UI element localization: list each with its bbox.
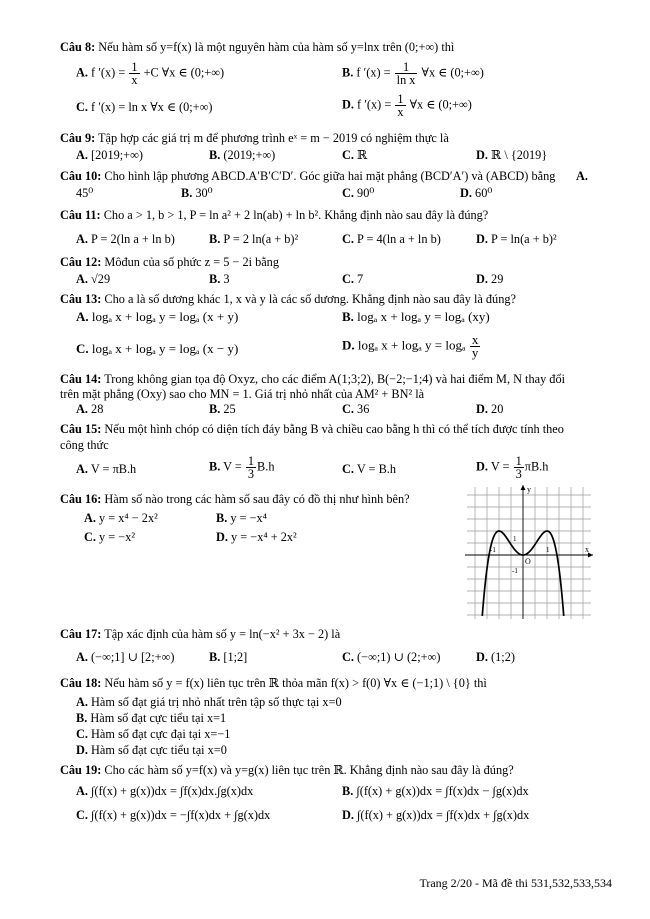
- graph-tick-1: 1: [513, 535, 517, 543]
- q17-c-label: C.: [342, 650, 354, 664]
- q12-b-text: 3: [223, 272, 230, 286]
- q11-c-label: C.: [342, 232, 354, 246]
- q14-c-text: 36: [357, 402, 370, 416]
- q9-b-text: (2019;+∞): [223, 148, 276, 162]
- q10-option-d[interactable]: [460, 186, 492, 200]
- graph-tick-x-1: 1: [546, 546, 550, 554]
- question-16-text: Hàm số nào trong các hàm số sau đây có đồ thị như hình bên?: [104, 492, 410, 506]
- q8-option-a-lhs: f ′(x) =: [91, 65, 126, 80]
- q13-b-text: logₐ x + logₐ y = logₐ (xy): [357, 309, 490, 324]
- q13-d-label: D.: [342, 337, 355, 353]
- q11-option-a[interactable]: [76, 232, 175, 246]
- q19-d-text: ∫(f(x) + g(x))dx = ∫f(x)dx + ∫g(x)dx: [357, 808, 530, 822]
- question-12-text: Môđun của số phức z = 5 − 2i bằng: [104, 255, 279, 269]
- graph-x-label: x: [585, 545, 589, 554]
- q18-d-label: D.: [76, 743, 88, 757]
- q19-b-text: ∫(f(x) + g(x))dx = ∫f(x)dx − ∫g(x)dx: [356, 784, 529, 798]
- question-10: [60, 169, 555, 183]
- q11-option-b[interactable]: [209, 232, 298, 246]
- q14-option-a[interactable]: [76, 402, 103, 416]
- q14-a-text: 28: [91, 402, 104, 416]
- q14-a-label: A.: [76, 402, 88, 416]
- q12-option-a[interactable]: [76, 272, 110, 286]
- q8-option-c[interactable]: [76, 100, 212, 114]
- q8-option-b-rhs: ∀x ∈ (0;+∞): [421, 65, 484, 80]
- q9-option-a[interactable]: [76, 148, 143, 162]
- q16-option-b[interactable]: [216, 511, 267, 525]
- question-9-number: Câu 9:: [60, 131, 96, 145]
- q8-d-den: x: [397, 105, 404, 119]
- q14-b-label: B.: [209, 402, 221, 416]
- q8-option-d-rhs: ∀x ∈ (0;+∞): [409, 97, 472, 112]
- q9-option-b[interactable]: [209, 148, 275, 162]
- question-15-text-line2: công thức: [60, 438, 109, 452]
- q8-option-d-fraction: [395, 93, 405, 118]
- q14-option-b[interactable]: [209, 402, 236, 416]
- q15-b-rhs: B.h: [257, 459, 275, 474]
- q13-d-fraction: [470, 334, 481, 359]
- question-18-text: Nếu hàm số y = f(x) liên tục trên ℝ thỏa mãn f(x) > f(0) ∀x ∈ (−1;1) \ {0} thì: [104, 676, 487, 690]
- q13-d-den: y: [471, 345, 479, 360]
- q19-option-b[interactable]: [342, 784, 529, 798]
- question-16-number: Câu 16:: [60, 492, 102, 506]
- q8-option-a-rhs: +C ∀x ∈ (0;+∞): [143, 65, 225, 80]
- q8-option-b-label: B.: [342, 65, 354, 80]
- q9-a-label: A.: [76, 148, 88, 162]
- q13-a-text: logₐ x + logₐ y = logₐ (x + y): [91, 309, 239, 324]
- q9-d-text: ℝ \ {2019}: [491, 148, 548, 162]
- q11-option-d[interactable]: [476, 232, 557, 246]
- q14-b-text: 25: [223, 402, 236, 416]
- question-8: [60, 40, 454, 54]
- q13-option-a[interactable]: [76, 310, 238, 324]
- q8-option-b[interactable]: [342, 61, 484, 86]
- q8-option-a[interactable]: [76, 61, 224, 86]
- q10-option-b[interactable]: [181, 186, 213, 200]
- q12-option-b[interactable]: [209, 272, 230, 286]
- q10-d-label: D.: [460, 186, 472, 200]
- q16-option-c[interactable]: [84, 530, 135, 544]
- question-19-text: Cho các hàm số y=f(x) và y=g(x) liên tục trên ℝ. Khẳng định nào sau đây là đúng?: [104, 763, 514, 777]
- question-17-text: Tập xác định của hàm số y = ln(−x² + 3x − 2) là: [104, 627, 341, 641]
- q12-option-d[interactable]: [476, 272, 503, 286]
- q19-a-label: A.: [76, 784, 88, 798]
- q18-option-b[interactable]: [76, 711, 226, 725]
- q12-d-label: D.: [476, 272, 488, 286]
- q18-b-text: Hàm số đạt cực tiểu tại x=1: [90, 711, 227, 725]
- q14-d-text: 20: [491, 402, 504, 416]
- q13-b-label: B.: [342, 309, 354, 324]
- q12-c-text: 7: [357, 272, 364, 286]
- question-17: [60, 627, 340, 641]
- q18-option-c[interactable]: [76, 727, 230, 741]
- q10-option-a-label-wrap[interactable]: [576, 169, 588, 183]
- q17-option-c[interactable]: [342, 650, 440, 664]
- question-12: [60, 255, 279, 269]
- page-footer: Trang 2/20 - Mã đề thi 531,532,533,534: [419, 876, 612, 890]
- q11-a-label: A.: [76, 232, 88, 246]
- q9-b-label: B.: [209, 148, 221, 162]
- question-15: [60, 422, 564, 436]
- q18-d-text: Hàm số đạt cực tiểu tại x=0: [91, 743, 227, 757]
- question-14-text-line1: Trong không gian tọa độ Oxyz, cho các điểm A(1;3;2), B(−2;−1;4) và hai điểm M, N thay đổi: [104, 372, 566, 386]
- q15-a-label: A.: [76, 462, 88, 476]
- question-14-line2: [60, 387, 424, 401]
- q12-option-c[interactable]: [342, 272, 363, 286]
- q17-c-text: (−∞;1) ∪ (2;+∞): [357, 650, 441, 664]
- q15-b-label: B.: [209, 459, 221, 474]
- q16-d-label: D.: [216, 530, 228, 544]
- q17-b-label: B.: [209, 650, 221, 664]
- q19-c-label: C.: [76, 808, 88, 822]
- question-11: [60, 208, 488, 222]
- q19-b-label: B.: [342, 784, 354, 798]
- q8-b-den: ln x: [396, 73, 416, 87]
- q17-option-b[interactable]: [209, 650, 247, 664]
- q15-option-d[interactable]: [476, 455, 548, 480]
- q9-option-d[interactable]: [476, 148, 547, 162]
- q14-c-label: C.: [342, 402, 354, 416]
- q18-option-d[interactable]: [76, 743, 227, 757]
- question-17-number: Câu 17:: [60, 627, 102, 641]
- q15-b-num: 1: [247, 454, 255, 468]
- q12-a-label: A.: [76, 272, 88, 286]
- q10-d-text: 60⁰: [475, 186, 493, 200]
- q8-option-a-fraction: [129, 61, 139, 86]
- q12-a-text: √29: [91, 272, 111, 286]
- q15-d-den: 3: [515, 467, 522, 481]
- question-9-text: Tập hợp các giá trị m để phương trình eˣ = m − 2019 có nghiệm thực là: [98, 131, 449, 145]
- q12-d-text: 29: [491, 272, 504, 286]
- q17-b-text: [1;2]: [223, 650, 248, 664]
- question-11-text: Cho a > 1, b > 1, P = ln a² + 2 ln(ab) + ln b². Khẳng định nào sau đây là đúng?: [103, 208, 489, 222]
- q10-c-text: 90⁰: [357, 186, 375, 200]
- q11-option-c[interactable]: [342, 232, 441, 246]
- q11-d-label: D.: [476, 232, 488, 246]
- graph-origin-label: O: [525, 557, 531, 566]
- q19-a-text: ∫(f(x) + g(x))dx = ∫f(x)dx.∫g(x)dx: [91, 784, 254, 798]
- q13-option-d[interactable]: [342, 334, 481, 359]
- q15-d-lhs: V =: [490, 459, 510, 474]
- q15-d-num: 1: [515, 454, 522, 468]
- q12-b-label: B.: [209, 272, 221, 286]
- q15-d-label: D.: [476, 459, 488, 474]
- q15-d-fraction: [514, 455, 524, 480]
- graph-tick-neg-1: -1: [512, 567, 518, 575]
- q10-option-a[interactable]: [76, 186, 93, 200]
- q11-b-text: P = 2 ln(a + b)²: [223, 232, 299, 246]
- q13-d-num: x: [471, 332, 479, 347]
- q16-option-d[interactable]: [216, 530, 297, 544]
- q14-option-c[interactable]: [342, 402, 369, 416]
- q9-c-label: C.: [342, 148, 354, 162]
- question-11-number: Câu 11:: [60, 208, 101, 222]
- q16-function-graph: [463, 483, 595, 620]
- q11-c-text: P = 4(ln a + ln b): [357, 232, 441, 246]
- question-13-number: Câu 13:: [60, 292, 102, 306]
- q16-a-text: y = x⁴ − 2x²: [99, 511, 158, 525]
- q19-option-a[interactable]: [76, 784, 253, 798]
- q16-c-label: C.: [84, 530, 96, 544]
- q15-c-text: V = B.h: [356, 462, 396, 476]
- q13-option-c[interactable]: [76, 342, 238, 356]
- question-8-text: Nếu hàm số y=f(x) là một nguyên hàm của hàm số y=lnx trên (0;+∞) thì: [98, 40, 455, 54]
- q18-c-text: Hàm số đạt cực đại tại x=−1: [91, 727, 231, 741]
- q8-option-b-lhs: f ′(x) =: [356, 65, 391, 80]
- q15-option-b[interactable]: [209, 455, 274, 480]
- q18-b-label: B.: [76, 711, 88, 725]
- q8-option-d-lhs: f ′(x) =: [357, 97, 392, 112]
- q10-b-label: B.: [181, 186, 193, 200]
- q17-a-label: A.: [76, 650, 88, 664]
- q13-c-text: logₐ x + logₐ y = logₐ (x − y): [91, 341, 239, 356]
- q8-a-num: 1: [131, 60, 138, 74]
- q19-option-c[interactable]: [76, 808, 270, 822]
- q9-c-text: ℝ: [357, 148, 368, 162]
- y-axis-arrow-icon: [521, 485, 526, 490]
- question-19: [60, 763, 514, 777]
- q16-b-text: y = −x⁴: [230, 511, 267, 525]
- question-18-number: Câu 18:: [60, 676, 102, 690]
- q8-option-b-fraction: [395, 61, 418, 86]
- question-15-text-line1: Nếu một hình chóp có diện tích đáy bằng B và chiều cao bằng h thì có thể tích được tính theo: [104, 422, 564, 436]
- q11-d-text: P = ln(a + b)²: [491, 232, 557, 246]
- q18-c-label: C.: [76, 727, 88, 741]
- q18-a-label: A.: [76, 695, 88, 709]
- q15-b-lhs: V =: [223, 459, 242, 474]
- q12-c-label: C.: [342, 272, 354, 286]
- graph-tick-x-neg-1: -1: [490, 546, 496, 554]
- question-15-line2: [60, 438, 109, 452]
- question-14-number: Câu 14:: [60, 372, 102, 386]
- q17-d-text: (1;2): [491, 650, 515, 664]
- q10-a-text: 45⁰: [76, 186, 94, 200]
- q16-c-text: y = −x²: [99, 530, 136, 544]
- question-10-number: Câu 10:: [60, 169, 102, 183]
- q11-a-text: P = 2(ln a + ln b): [91, 232, 175, 246]
- q16-a-label: A.: [84, 511, 96, 525]
- q14-option-d[interactable]: [476, 402, 503, 416]
- q10-b-text: 30⁰: [195, 186, 213, 200]
- q16-b-label: B.: [216, 511, 228, 525]
- question-13-text: Cho a là số dương khác 1, x và y là các số dương. Khẳng định nào sau đây là đúng?: [104, 292, 516, 306]
- q8-option-d-label: D.: [342, 97, 354, 112]
- q9-d-label: D.: [476, 148, 488, 162]
- question-13: [60, 292, 516, 306]
- q8-option-c-text: f ′(x) = ln x ∀x ∈ (0;+∞): [91, 100, 213, 114]
- q8-d-num: 1: [397, 92, 404, 106]
- q13-a-label: A.: [76, 309, 89, 324]
- q15-option-c[interactable]: [342, 462, 396, 476]
- q8-option-d[interactable]: [342, 93, 472, 118]
- q8-option-c-label: C.: [76, 100, 88, 114]
- q19-c-text: ∫(f(x) + g(x))dx = −∫f(x)dx + ∫g(x)dx: [91, 808, 271, 822]
- q13-c-label: C.: [76, 341, 89, 356]
- question-16: [60, 492, 410, 506]
- question-10-text: Cho hình lập phương ABCD.A′B′C′D′. Góc giữa hai mặt phẳng (BCD′A′) và (ABCD) bằng: [104, 169, 556, 183]
- question-12-number: Câu 12:: [60, 255, 102, 269]
- q15-b-den: 3: [247, 467, 255, 481]
- question-8-number: Câu 8:: [60, 40, 96, 54]
- q15-c-label: C.: [342, 462, 354, 476]
- q8-a-den: x: [131, 73, 138, 87]
- q17-a-text: (−∞;1] ∪ [2;+∞): [91, 650, 175, 664]
- q16-d-text: y = −x⁴ + 2x²: [231, 530, 297, 544]
- q15-a-text: V = πB.h: [90, 462, 137, 476]
- q15-b-fraction: [246, 455, 256, 480]
- q10-a-label: A.: [576, 169, 588, 183]
- question-15-number: Câu 15:: [60, 422, 102, 436]
- q13-d-lhs: logₐ x + logₐ y = logₐ: [357, 337, 466, 353]
- question-14: [60, 372, 565, 386]
- q14-d-label: D.: [476, 402, 488, 416]
- q17-option-a[interactable]: [76, 650, 174, 664]
- question-14-text-line2: trên mặt phẳng (Oxy) sao cho MN = 1. Giá trị nhỏ nhất của AM² + BN² là: [60, 387, 425, 401]
- q9-option-c[interactable]: [342, 148, 367, 162]
- q10-option-c[interactable]: [342, 186, 374, 200]
- q19-d-label: D.: [342, 808, 354, 822]
- question-9: [60, 131, 449, 145]
- q15-option-a[interactable]: [76, 462, 136, 476]
- q10-c-label: C.: [342, 186, 354, 200]
- q19-option-d[interactable]: [342, 808, 529, 822]
- q17-option-d[interactable]: [476, 650, 515, 664]
- q13-option-b[interactable]: [342, 310, 490, 324]
- q9-a-text: [2019;+∞): [91, 148, 143, 162]
- q18-option-a[interactable]: [76, 695, 342, 709]
- question-18: [60, 676, 487, 690]
- q16-option-a[interactable]: [84, 511, 158, 525]
- q15-d-rhs: πB.h: [524, 459, 549, 474]
- q8-b-num: 1: [395, 61, 418, 74]
- q17-d-label: D.: [476, 650, 488, 664]
- question-19-number: Câu 19:: [60, 763, 102, 777]
- q8-option-a-label: A.: [76, 65, 88, 80]
- q18-a-text: Hàm số đạt giá trị nhỏ nhất trên tập số thực tại x=0: [91, 695, 342, 709]
- q11-b-label: B.: [209, 232, 221, 246]
- graph-y-label: y: [527, 485, 531, 494]
